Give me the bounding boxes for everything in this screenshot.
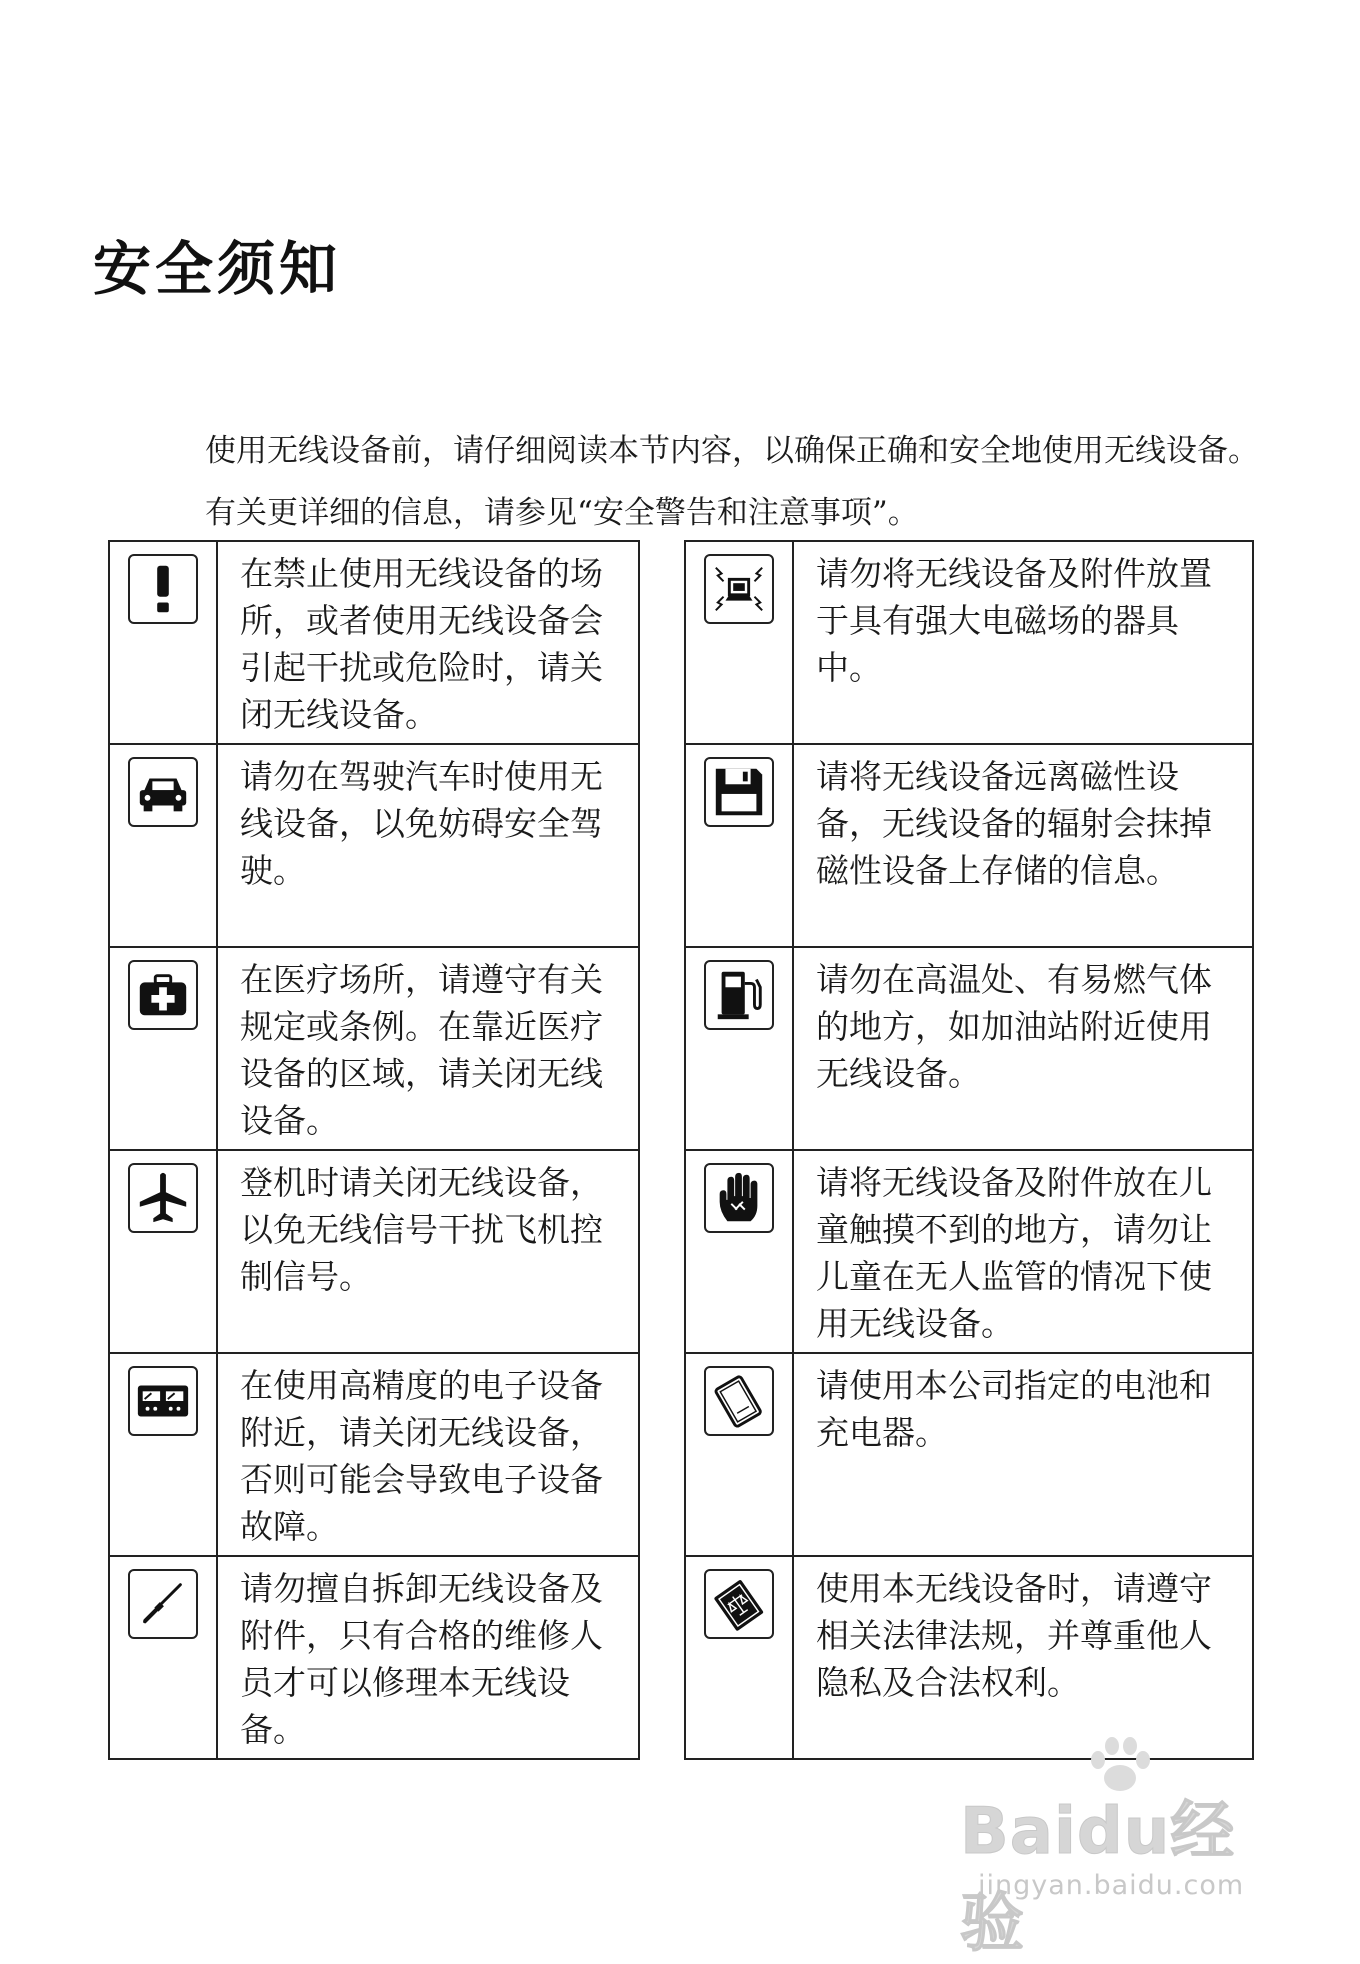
icon-cell bbox=[110, 745, 218, 946]
watermark-logo: Baidu经验 bbox=[960, 1795, 1236, 1961]
safety-row bbox=[686, 1354, 1252, 1557]
safety-text: 在使用高精度的电子设备附近，请关闭无线设备，否则可能会导致电子设备故障。 bbox=[240, 1366, 603, 1546]
safety-table-left bbox=[108, 540, 640, 1760]
battery-icon bbox=[704, 1366, 774, 1436]
medical-kit-icon bbox=[128, 960, 198, 1030]
fuel-pump-icon bbox=[704, 960, 774, 1030]
icon-cell bbox=[110, 1354, 218, 1555]
safety-text: 请勿在高温处、有易燃气体的地方，如加油站附近使用无线设备。 bbox=[816, 960, 1212, 1093]
icon-cell bbox=[110, 1151, 218, 1352]
magnetic-field-icon bbox=[704, 554, 774, 624]
safety-text: 登机时请关闭无线设备，以免无线信号干扰飞机控制信号。 bbox=[240, 1163, 603, 1296]
icon-cell bbox=[686, 948, 794, 1149]
safety-table-right bbox=[684, 540, 1254, 1760]
safety-text: 请使用本公司指定的电池和充电器。 bbox=[816, 1366, 1212, 1452]
safety-text: 请勿擅自拆卸无线设备及附件，只有合格的维修人员才可以修理本无线设备。 bbox=[240, 1569, 603, 1749]
safety-text: 请将无线设备及附件放在儿童触摸不到的地方，请勿让儿童在无人监管的情况下使用无线设备。 bbox=[816, 1163, 1212, 1343]
page-title: 安全须知 bbox=[93, 235, 342, 303]
safety-row bbox=[110, 745, 638, 948]
exclamation-icon bbox=[128, 554, 198, 624]
icon-cell bbox=[686, 542, 794, 743]
safety-row bbox=[110, 1354, 638, 1557]
safety-text: 请勿将无线设备及附件放置于具有强大电磁场的器具中。 bbox=[816, 554, 1212, 687]
icon-cell bbox=[110, 542, 218, 743]
car-icon bbox=[128, 757, 198, 827]
icon-cell bbox=[686, 745, 794, 946]
safety-text: 请勿在驾驶汽车时使用无线设备，以免妨碍安全驾驶。 bbox=[240, 757, 603, 890]
intro-paragraph: 使用无线设备前，请仔细阅读本节内容，以确保正确和安全地使用无线设备。有关更详细的信息，请参见“安全警告和注意事项”。 bbox=[205, 433, 1259, 531]
safety-text: 请将无线设备远离磁性设备，无线设备的辐射会抹掉磁性设备上存储的信息。 bbox=[816, 757, 1212, 890]
icon-cell bbox=[110, 1557, 218, 1758]
safety-row bbox=[686, 745, 1252, 948]
electronic-device-icon bbox=[128, 1366, 198, 1436]
safety-row bbox=[110, 948, 638, 1151]
hand-icon bbox=[704, 1163, 774, 1233]
law-book-icon bbox=[704, 1569, 774, 1639]
icon-cell bbox=[686, 1151, 794, 1352]
safety-row bbox=[686, 1151, 1252, 1354]
icon-cell bbox=[686, 1557, 794, 1758]
safety-row bbox=[686, 542, 1252, 745]
safety-row bbox=[110, 1557, 638, 1760]
icon-cell bbox=[686, 1354, 794, 1555]
baidu-watermark bbox=[960, 1730, 1290, 1961]
floppy-disk-icon bbox=[704, 757, 774, 827]
icon-cell bbox=[110, 948, 218, 1149]
safety-row bbox=[110, 542, 638, 745]
airplane-icon bbox=[128, 1163, 198, 1233]
screwdriver-icon bbox=[128, 1569, 198, 1639]
safety-row bbox=[110, 1151, 638, 1354]
safety-text: 使用本无线设备时，请遵守相关法律法规，并尊重他人隐私及合法权利。 bbox=[816, 1569, 1212, 1702]
safety-row bbox=[686, 948, 1252, 1151]
safety-text: 在禁止使用无线设备的场所，或者使用无线设备会引起干扰或危险时，请关闭无线设备。 bbox=[240, 554, 603, 734]
safety-text: 在医疗场所，请遵守有关规定或条例。在靠近医疗设备的区域，请关闭无线设备。 bbox=[240, 960, 603, 1140]
watermark-url: jingyan.baidu.com bbox=[978, 1870, 1245, 1901]
